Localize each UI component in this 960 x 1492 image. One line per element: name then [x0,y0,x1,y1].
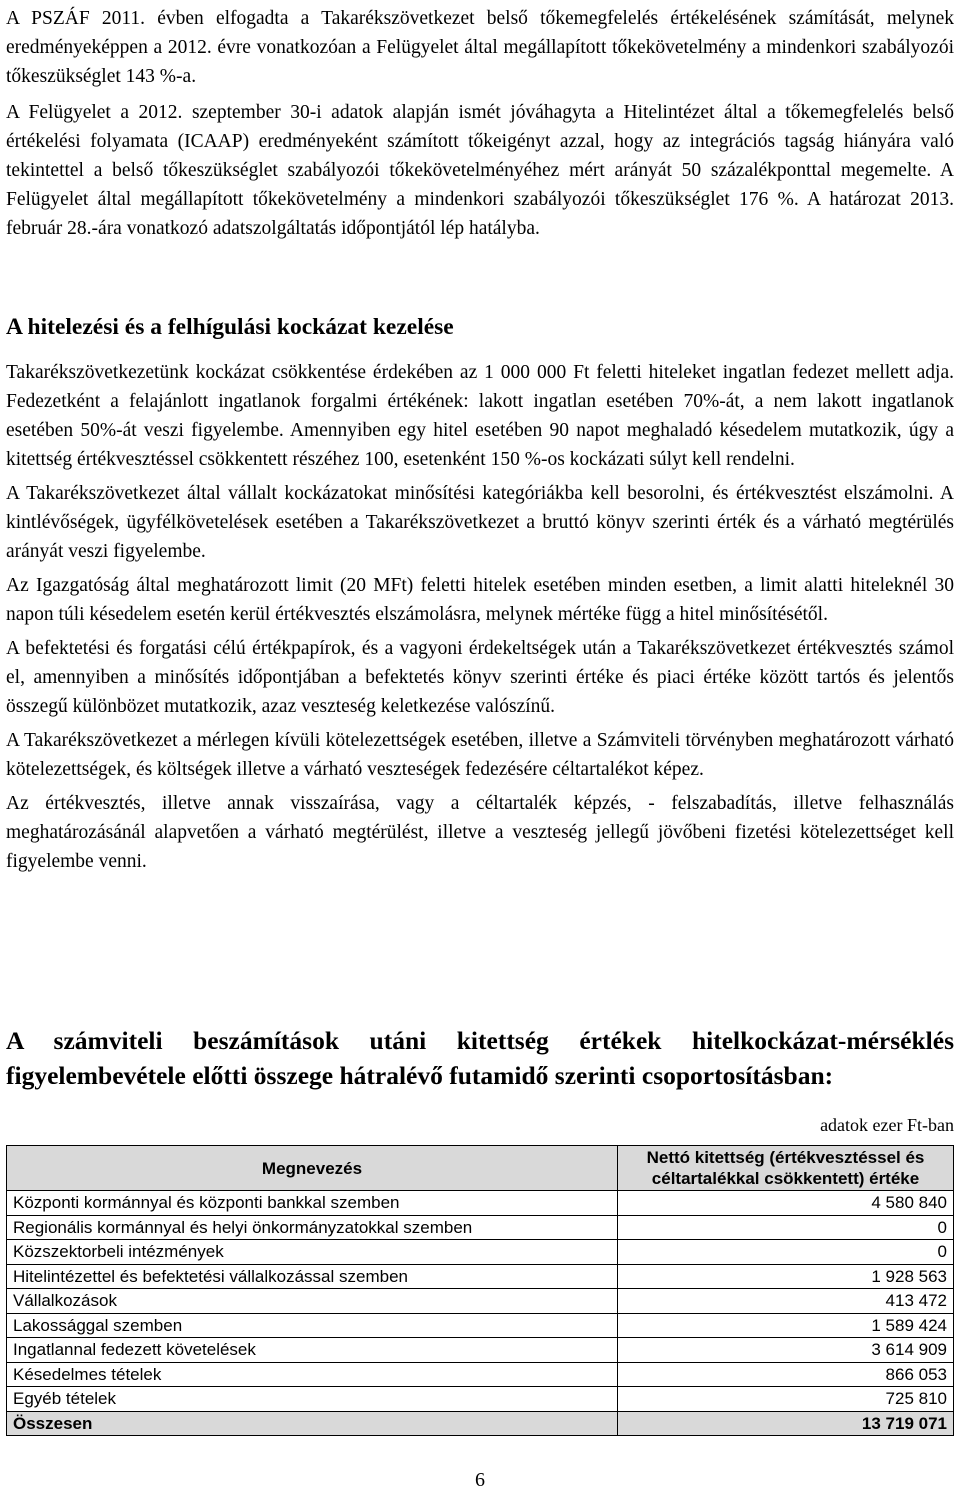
section-paragraph: Az Igazgatóság által meghatározott limit (20 MFt) feletti hitelek esetében minden esetben, a limit alatti hiteleknél 30 napon túli késedelem esetén kerül értékvesztés elszámolásra, melynek mértéke függ a hitel minősítésétől. [6,575,954,625]
row-name: Lakossággal szemben [7,1313,618,1338]
section-body-credit-risk [6,358,954,881]
row-value: 0 [618,1215,954,1240]
exposure-table [6,1145,954,1436]
section-paragraph: A befektetési és forgatási célú értékpapírok, és a vagyoni érdekeltségek után a Takarékszövetkezet értékvesztés számol el, amennyiben a minősítés időpontjában a befektetés könyv szerinti értéke és piaci értéke között tartós és jelentős összegű különbözet mutatkozik, azaz veszteség keletkezése valószínű. [6,638,954,717]
table-row [7,1240,954,1265]
section-paragraph: A Takarékszövetkezet által vállalt kockázatokat minősítési kategóriákba kell besorolni, és értékvesztést elszámolni. A kintlévőségek, ügyfélkövetelések esetében a Takarékszövetkezet a bruttó könyv szerinti érték és a várható megtérülés arányát veszi figyelembe. [6,483,954,562]
row-value: 413 472 [618,1289,954,1314]
column-header-name: Megnevezés [7,1146,618,1191]
row-value: 0 [618,1240,954,1265]
row-name: Ingatlannal fedezett követelések [7,1338,618,1363]
section-paragraph: A Takarékszövetkezet a mérlegen kívüli kötelezettségek esetében, illetve a Számviteli törvényben meghatározott várható kötelezettségek, és költségek illetve a várható veszteségek fedezésére céltartalékot képez. [6,730,954,780]
section-heading-exposure: A számviteli beszámítások utáni kitettség értékek hitelkockázat-mérséklés figyelembevétele előtti összege hátralévő futamidő szerinti csoportosításban: [6,1026,954,1090]
table-row [7,1289,954,1314]
column-header-value: Nettó kitettség (értékvesztéssel és céltartalékkal csökkentett) értéke [618,1146,954,1191]
row-value: 866 053 [618,1362,954,1387]
total-value: 13 719 071 [618,1411,954,1436]
table-row [7,1313,954,1338]
total-name: Összesen [7,1411,618,1436]
page-number: 6 [475,1469,485,1491]
section-heading-credit-risk: A hitelezési és a felhígulási kockázat kezelése [6,314,454,340]
row-value: 1 928 563 [618,1264,954,1289]
row-value: 1 589 424 [618,1313,954,1338]
table-total-row [7,1411,954,1436]
table-unit-note: adatok ezer Ft-ban [820,1115,954,1135]
row-name: Közszektorbeli intézmények [7,1240,618,1265]
row-value: 725 810 [618,1387,954,1412]
table-row [7,1387,954,1412]
row-name: Egyéb tételek [7,1387,618,1412]
intro-paragraph-2: A Felügyelet a 2012. szeptember 30-i adatok alapján ismét jóváhagyta a Hitelintézet által a tőkemegfelelés belső értékelési folyamata (ICAAP) eredményeként számított tőkeigényt azzal, hogy az integrációs tagság hiányára való tekintettel a belső tőkeszükséglet szabályozói tőkekövetelményéhez mért arányát 50 százalékponttal megemelte. A Felügyelet által megállapított tőkekövetelmény a mindenkori szabályozói tőkeszükséglet 176 %. A határozat 2013. február 28.-ára vonatkozó adatszolgáltatás időpontjától lép hatályba. [6,102,954,239]
table-header-row [7,1146,954,1191]
row-name: Vállalkozások [7,1289,618,1314]
intro-paragraph-1: A PSZÁF 2011. évben elfogadta a Takarékszövetkezet belső tőkemegfelelés értékelésének számítását, melynek eredményeképpen a 2012. évre vonatkozóan a Felügyelet által megállapított tőkekövetelmény a mindenkori szabályozói tőkeszükséglet 143 %-a. [6,8,954,87]
row-name: Hitelintézettel és befektetési vállalkozással szemben [7,1264,618,1289]
table-row [7,1215,954,1240]
row-name: Késedelmes tételek [7,1362,618,1387]
table-row [7,1191,954,1216]
table-row [7,1264,954,1289]
table-row [7,1362,954,1387]
row-value: 4 580 840 [618,1191,954,1216]
row-value: 3 614 909 [618,1338,954,1363]
section-paragraph: Takarékszövetkezetünk kockázat csökkentése érdekében az 1 000 000 Ft feletti hiteleket ingatlan fedezet mellett adja. Fedezetként a felajánlott ingatlanok forgalmi értékének: lakott ingatlan esetében 70%-át, a nem lakott ingatlanok esetében 50%-át veszi figyelembe. Amennyiben egy hitel esetében 90 napot meghaladó késedelem mutatkozik, úgy a kitettség értékvesztéssel csökkentett részéhez 100, esetenként 150 %-os kockázati súlyt kell rendelni. [6,362,954,470]
row-name: Központi kormánnyal és központi bankkal szemben [7,1191,618,1216]
section-paragraph: Az értékvesztés, illetve annak visszaírása, vagy a céltartalék képzés, - felszabadítás, illetve felhasználás meghatározásánál alapvetően a várható megtérülést, illetve a veszteség jellegű jövőbeni fizetési kötelezettséget kell figyelembe venni. [6,793,954,872]
table-row [7,1338,954,1363]
row-name: Regionális kormánnyal és helyi önkormányzatokkal szemben [7,1215,618,1240]
